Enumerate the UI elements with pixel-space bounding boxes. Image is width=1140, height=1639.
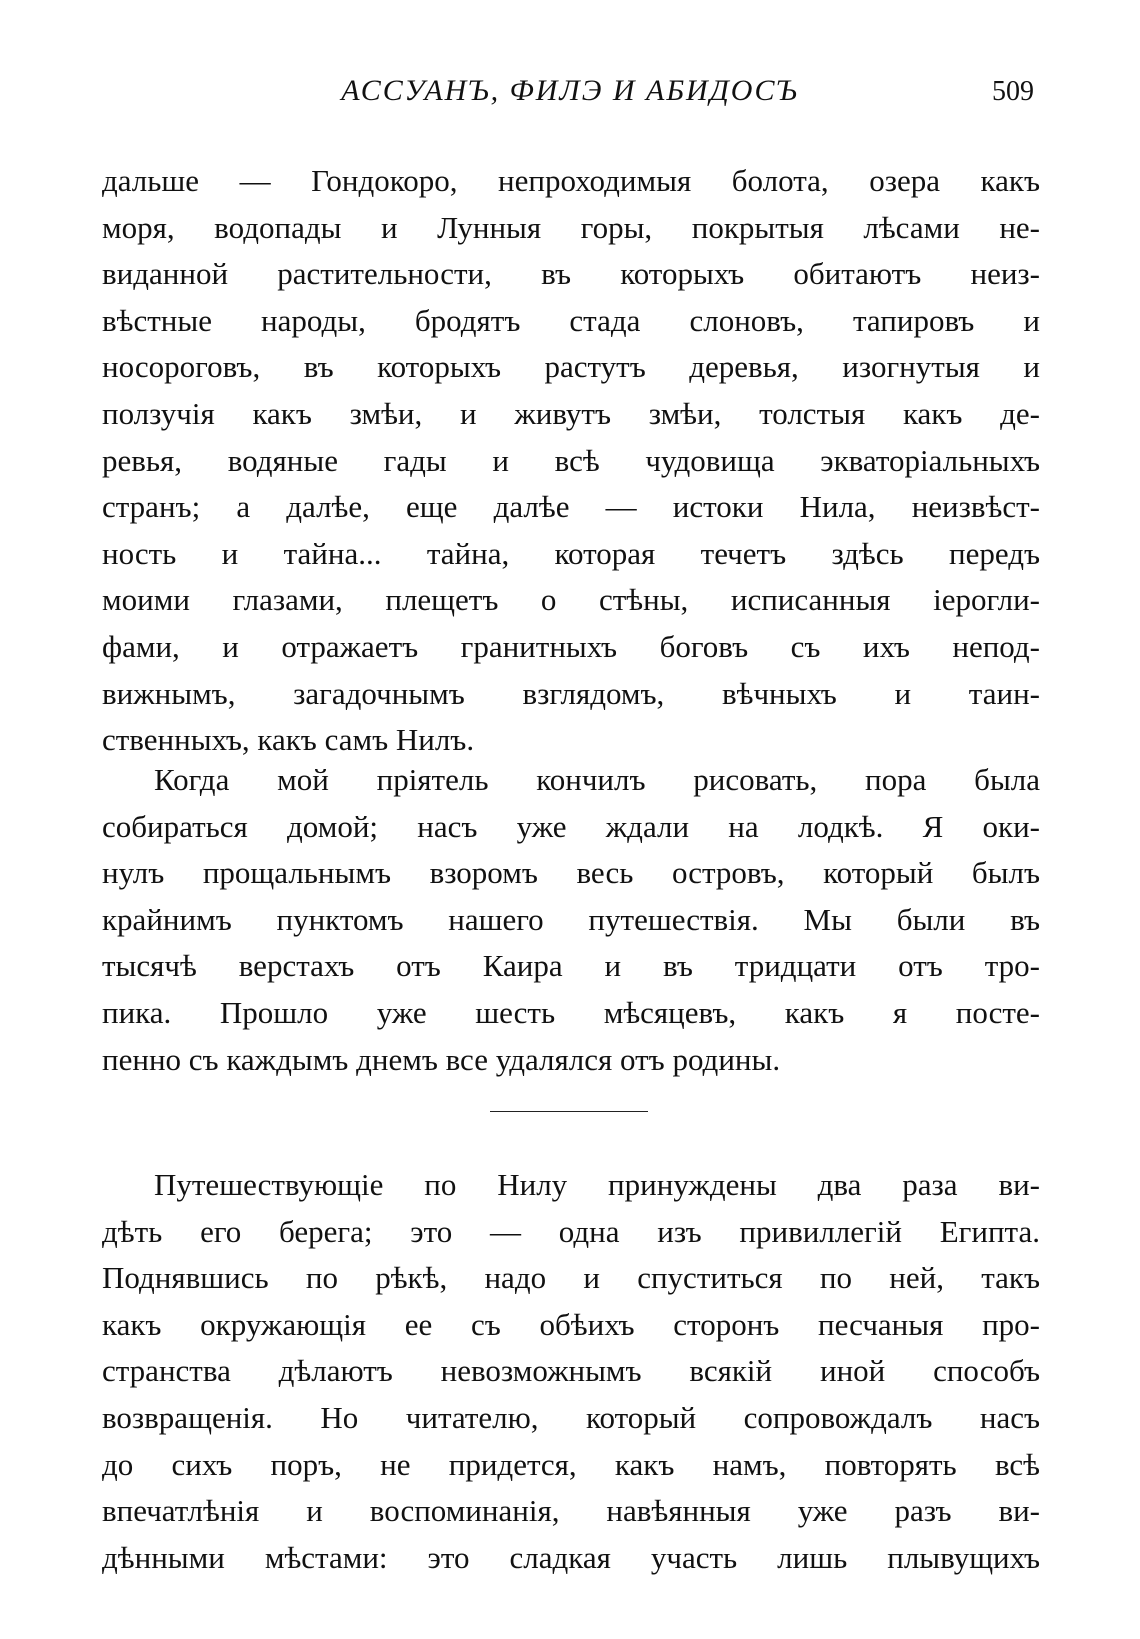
text-line: ность и тайна... тайна, которая течетъ здѣсь передъ bbox=[102, 535, 1040, 571]
paragraph-3 bbox=[102, 1162, 1040, 1581]
running-title: АССУАНЪ, ФИЛЭ И АБИДОСЪ bbox=[341, 74, 799, 107]
text-line: крайнимъ пунктомъ нашего путешествія. Мы были въ bbox=[102, 901, 1040, 937]
text-line: впечатлѣнія и воспоминанія, навѣянныя уже разъ ви- bbox=[102, 1493, 1040, 1529]
text-line: дѣть его берега; это — одна изъ привиллегій Египта. bbox=[102, 1213, 1040, 1249]
text-line: дѣнными мѣстами: это сладкая участь лишь плывущихъ bbox=[102, 1539, 1040, 1575]
text-line: вижнымъ, загадочнымъ взглядомъ, вѣчныхъ и таин- bbox=[102, 675, 1040, 711]
text-line: странъ; а далѣе, еще далѣе — истоки Нила, неизвѣст- bbox=[102, 489, 1040, 525]
text-line: до сихъ поръ, не придется, какъ намъ, повторять всѣ bbox=[102, 1446, 1040, 1482]
text-line: дальше — Гондокоро, непроходимыя болота, озера какъ bbox=[102, 163, 1040, 198]
text-line: фами, и отражаетъ гранитныхъ боговъ съ ихъ непод- bbox=[102, 628, 1040, 664]
text-line: вѣстные народы, бродятъ стада слоновъ, тапировъ и bbox=[102, 302, 1040, 338]
page-header bbox=[100, 74, 1040, 124]
text-line: нулъ прощальнымъ взоромъ весь островъ, который былъ bbox=[102, 855, 1040, 891]
text-line: носороговъ, въ которыхъ растутъ деревья, изогнутыя и bbox=[102, 349, 1040, 385]
text-line: Поднявшись по рѣкѣ, надо и спуститься по ней, такъ bbox=[102, 1260, 1040, 1296]
text-line: странства дѣлаютъ невозможнымъ всякій иной способъ bbox=[102, 1353, 1040, 1389]
text-line: собираться домой; насъ уже ждали на лодкѣ. Я оки- bbox=[102, 808, 1040, 844]
text-line: виданной растительности, въ которыхъ обитаютъ неиз- bbox=[102, 256, 1040, 292]
text-line: Когда мой пріятель кончилъ рисовать, пора была bbox=[154, 762, 1040, 797]
text-line: ственныхъ, какъ самъ Нилъ. bbox=[102, 722, 475, 758]
text-line: какъ окружающія ее съ обѣихъ сторонъ песчаныя про- bbox=[102, 1306, 1040, 1342]
section-divider bbox=[490, 1111, 648, 1112]
text-line: моря, водопады и Лунныя горы, покрытыя лѣсами не- bbox=[102, 209, 1040, 245]
text-line: ревья, водяные гады и всѣ чудовища экваторіальныхъ bbox=[102, 442, 1040, 478]
paragraph-1 bbox=[102, 158, 1040, 764]
text-line: тысячѣ верстахъ отъ Каира и въ тридцати отъ тро- bbox=[102, 948, 1040, 984]
paragraph-2 bbox=[102, 757, 1040, 1083]
text-line: Путешествующіе по Нилу принуждены два раза ви- bbox=[154, 1167, 1040, 1202]
text-line: пика. Прошло уже шесть мѣсяцевъ, какъ я посте- bbox=[102, 994, 1040, 1030]
text-line: возвращенія. Но читателю, который сопровождалъ насъ bbox=[102, 1399, 1040, 1435]
page-number: 509 bbox=[992, 76, 1034, 107]
text-line: пенно съ каждымъ днемъ все удалялся отъ родины. bbox=[102, 1041, 781, 1077]
text-line: ползучія какъ змѣи, и живутъ змѣи, толстыя какъ де- bbox=[102, 395, 1040, 431]
text-line: моими глазами, плещетъ о стѣны, исписанныя іерогли- bbox=[102, 582, 1040, 618]
